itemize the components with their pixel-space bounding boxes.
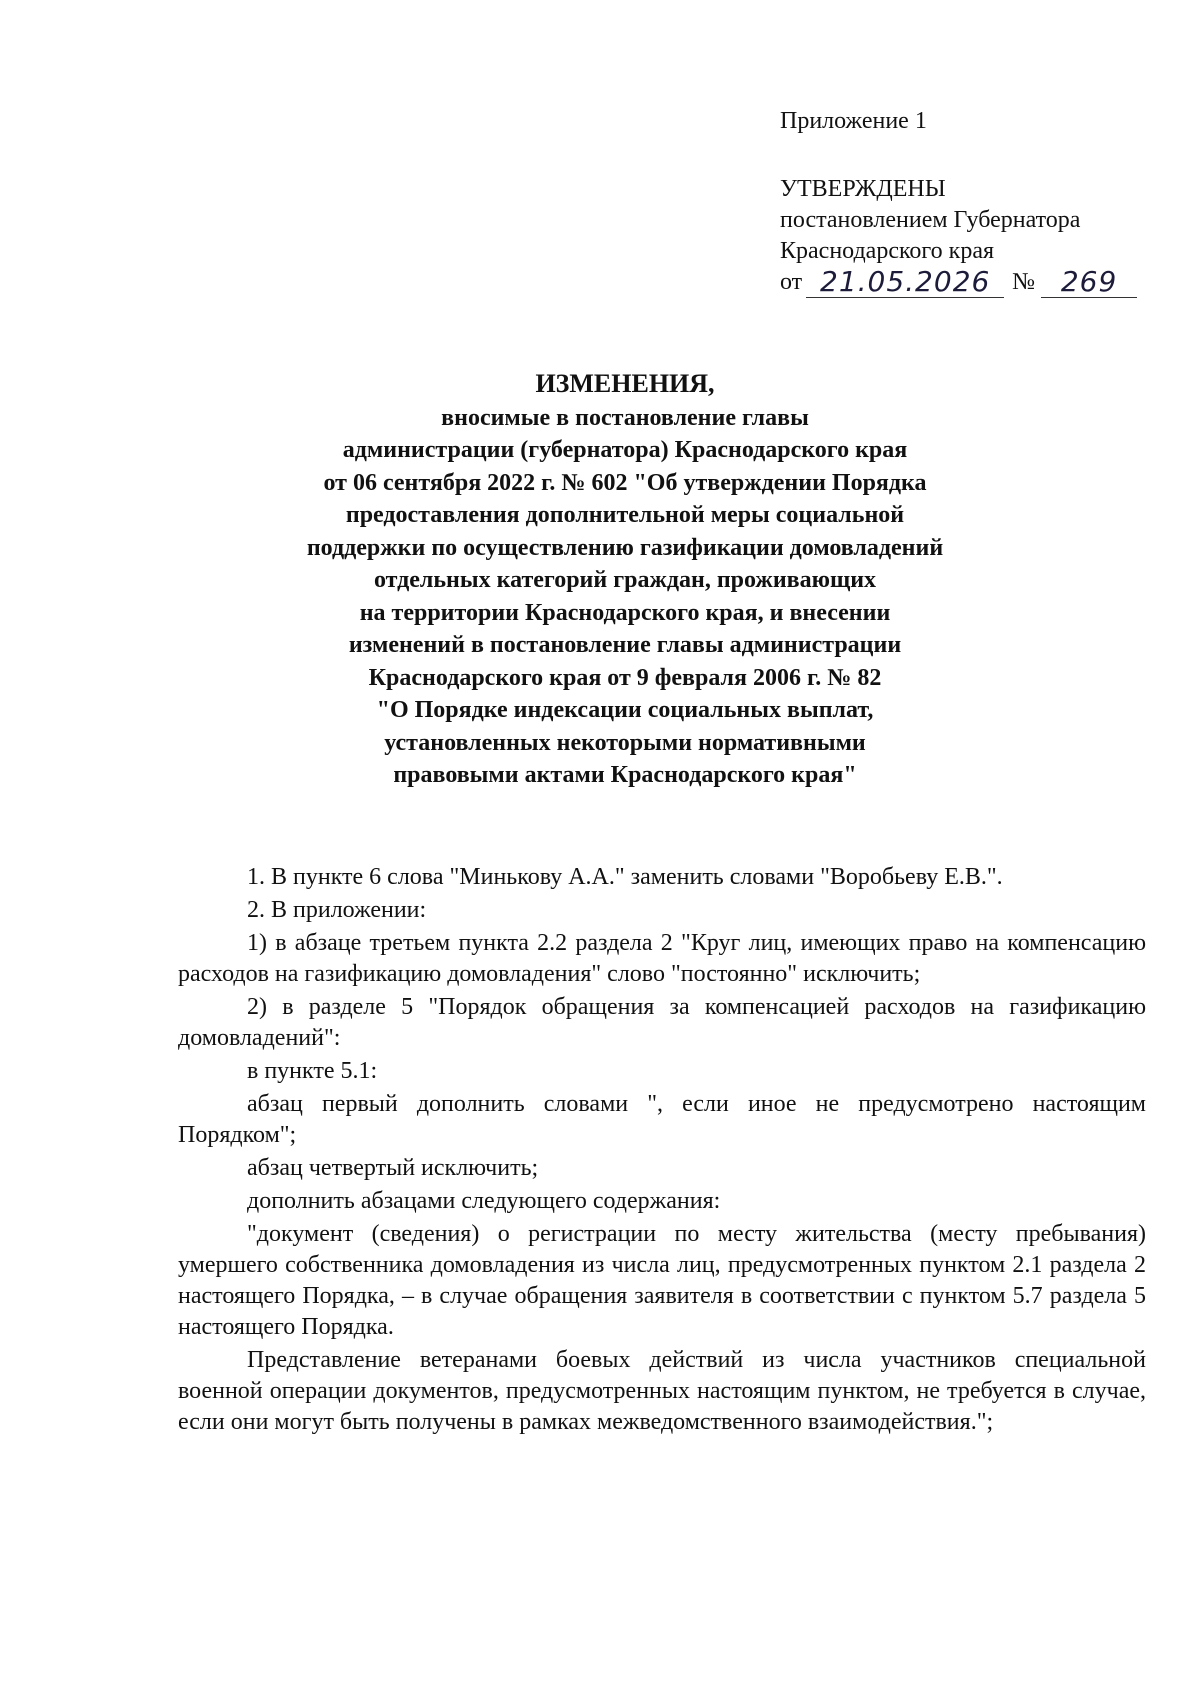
appendix-label: Приложение 1 bbox=[780, 108, 927, 134]
title-line: правовыми актами Краснодарского края" bbox=[393, 762, 857, 788]
title-line: предоставления дополнительной меры социальной bbox=[345, 502, 905, 528]
approval-line: постановлением Губернатора bbox=[780, 207, 1081, 233]
body-paragraph: Представление ветеранами боевых действий из числа участников специальной военной операции документов, предусмотренных настоящим пунктом, не требуется в случае, если они могут быть получены в рамках межведомственного взаимодействия."; bbox=[178, 1347, 1146, 1435]
body-paragraph: 2. В приложении: bbox=[247, 897, 427, 923]
number-label: № bbox=[1012, 269, 1036, 295]
title-line: администрации (губернатора) Краснодарского края bbox=[342, 437, 908, 463]
approval-line: Краснодарского края bbox=[780, 238, 995, 264]
title-line: поддержки по осуществлению газификации домовладений bbox=[306, 534, 944, 561]
handwritten-number: 269 bbox=[1041, 267, 1137, 298]
body-paragraph: 1) в абзаце третьем пункта 2.2 раздела 2 "Круг лиц, имеющих право на компенсацию расходов на газификацию домовладения" слово "постоянно" исключить; bbox=[178, 930, 1146, 987]
document-body bbox=[178, 862, 1146, 1440]
handwritten-date: 21.05.2026 bbox=[806, 267, 1004, 298]
approval-block bbox=[780, 174, 1137, 298]
body-paragraph: 1. В пункте 6 слова "Минькову А.А." заменить словами "Воробьеву Е.В.". bbox=[247, 864, 1003, 890]
title-line: изменений в постановление главы администрации bbox=[348, 632, 902, 658]
body-paragraph: дополнить абзацами следующего содержания: bbox=[247, 1188, 721, 1214]
body-paragraph: абзац первый дополнить словами ", если иное не предусмотрено настоящим Порядком"; bbox=[178, 1091, 1146, 1148]
title-heading: ИЗМЕНЕНИЯ, bbox=[535, 369, 715, 398]
title-line: Краснодарского края от 9 февраля 2006 г. № 82 bbox=[368, 664, 882, 691]
from-label: от bbox=[780, 269, 803, 295]
title-line: вносимые в постановление главы bbox=[441, 404, 809, 431]
body-paragraph: "документ (сведения) о регистрации по месту жительства (месту пребывания) умершего собственника домовладения из числа лиц, предусмотренных пунктом 2.1 раздела 2 настоящего Порядка, – в случае обращения заявителя в соответствии с пунктом 5.7 раздела 5 настоящего Порядка. bbox=[178, 1221, 1146, 1340]
body-paragraph: в пункте 5.1: bbox=[247, 1058, 378, 1084]
body-paragraph: 2) в разделе 5 "Порядок обращения за компенсацией расходов на газификацию домовладений": bbox=[178, 994, 1146, 1051]
approval-line: УТВЕРЖДЕНЫ bbox=[780, 176, 946, 202]
body-paragraph: абзац четвертый исключить; bbox=[247, 1155, 539, 1181]
title-line: установленных некоторыми нормативными bbox=[384, 729, 866, 756]
document-title bbox=[230, 368, 1020, 792]
date-number-line bbox=[780, 267, 1137, 298]
title-line: на территории Краснодарского края, и внесении bbox=[359, 599, 891, 626]
title-line: "О Порядке индексации социальных выплат, bbox=[376, 697, 874, 723]
title-line: отдельных категорий граждан, проживающих bbox=[373, 567, 877, 593]
title-line: от 06 сентября 2022 г. № 602 "Об утверждении Порядка bbox=[323, 469, 927, 496]
